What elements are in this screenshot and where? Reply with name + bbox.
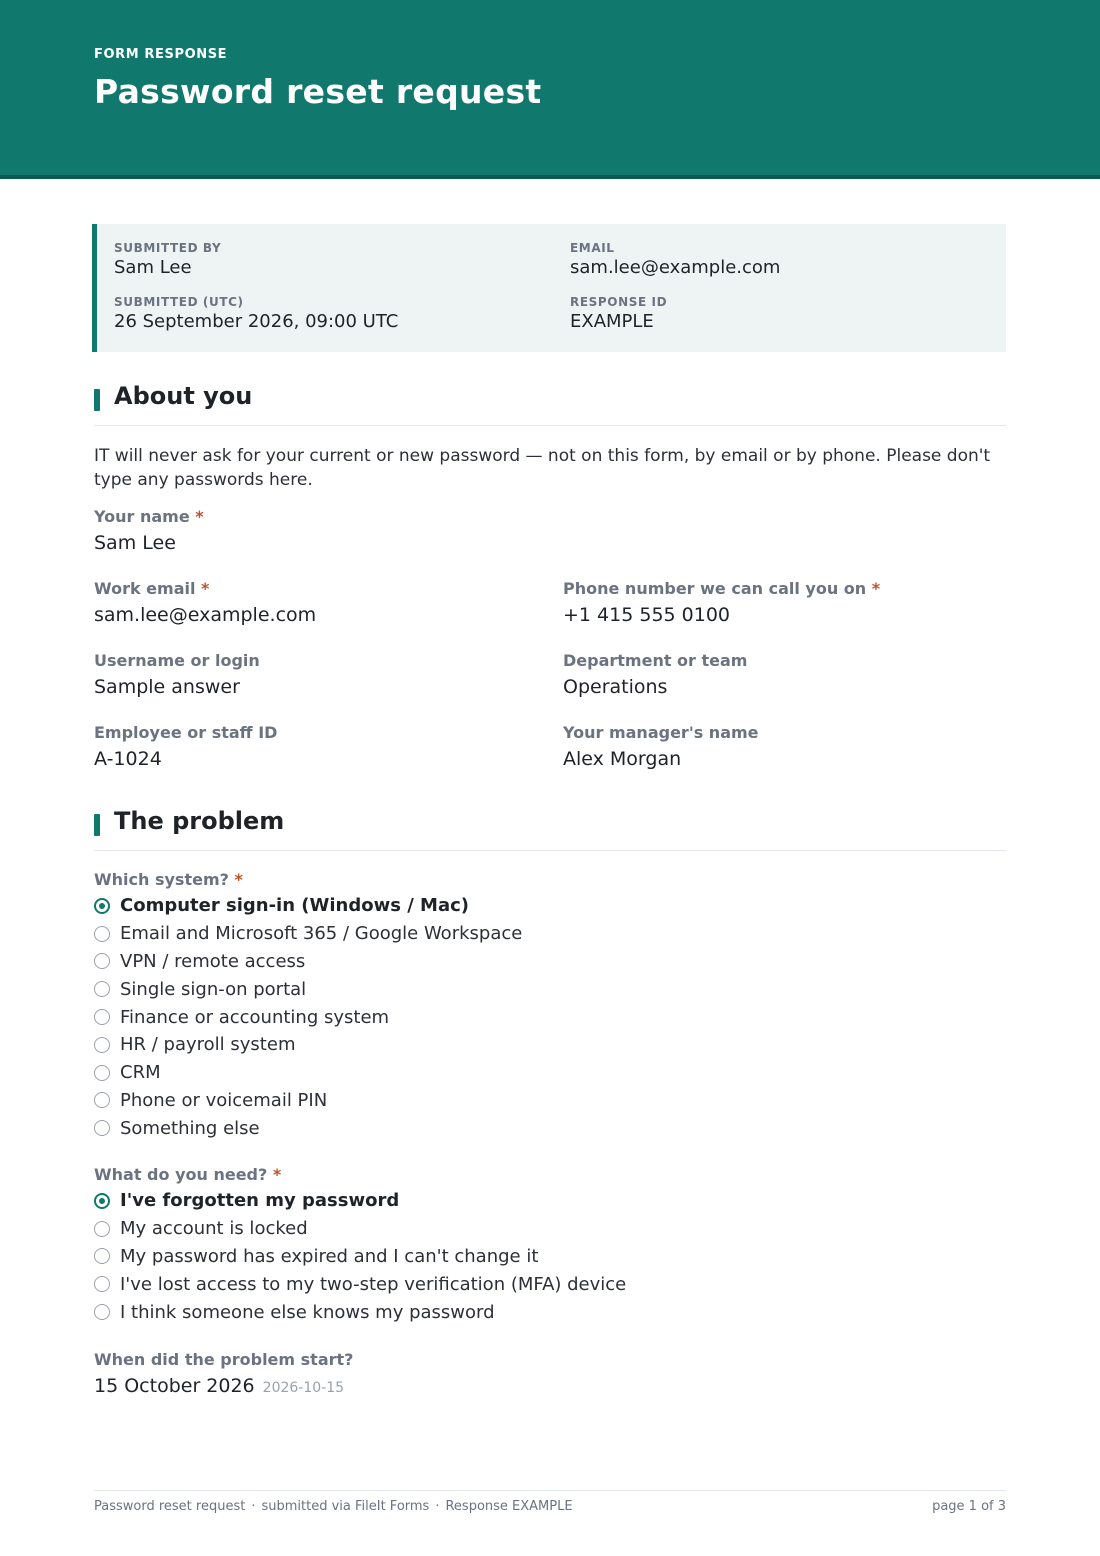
meta-email-value: sam.lee@example.com bbox=[570, 257, 781, 278]
footer-page-number: page 1 of 3 bbox=[932, 1499, 1006, 1514]
field-label bbox=[94, 507, 204, 526]
system-option[interactable] bbox=[94, 1031, 522, 1059]
system-option[interactable] bbox=[94, 1059, 522, 1087]
system-radio-group bbox=[94, 892, 522, 1142]
system-option[interactable] bbox=[94, 1003, 522, 1031]
field-value: sam.lee@example.com bbox=[94, 604, 317, 626]
response-id bbox=[570, 295, 667, 332]
page-title: Password reset request bbox=[94, 72, 542, 111]
field-label: Employee or staff ID bbox=[94, 723, 278, 742]
privacy-notice: IT will never ask for your current or new password — not on this form, by email or by phone. Please don't type any passwords here. bbox=[94, 446, 991, 490]
field-label bbox=[563, 579, 880, 598]
radio-selected-icon[interactable] bbox=[94, 898, 110, 914]
response-id-value: EXAMPLE bbox=[570, 311, 654, 332]
system-option[interactable] bbox=[94, 1114, 522, 1142]
section-accent-bar bbox=[94, 814, 100, 836]
need-option[interactable] bbox=[94, 1215, 626, 1243]
required-marker: * bbox=[234, 870, 243, 889]
footer-separator: · bbox=[435, 1499, 440, 1514]
need-option-label: I think someone else knows my password bbox=[120, 1301, 495, 1323]
section-the-problem bbox=[94, 807, 1006, 851]
field-value: +1 415 555 0100 bbox=[563, 604, 731, 626]
footer-doc-name: Password reset request bbox=[94, 1499, 246, 1514]
radio-empty-icon[interactable] bbox=[94, 1092, 110, 1108]
field-phone bbox=[563, 579, 880, 626]
radio-empty-icon[interactable] bbox=[94, 1037, 110, 1053]
field-label: Username or login bbox=[94, 651, 260, 670]
radio-empty-icon[interactable] bbox=[94, 1221, 110, 1237]
required-marker: * bbox=[195, 507, 204, 526]
field-value: Alex Morgan bbox=[563, 748, 682, 770]
field-which-system bbox=[94, 870, 243, 889]
system-option-label: Email and Microsoft 365 / Google Workspace bbox=[120, 923, 523, 945]
field-department bbox=[563, 651, 747, 698]
system-option-label: VPN / remote access bbox=[120, 950, 306, 972]
field-username bbox=[94, 651, 260, 698]
field-label-text: Which system? bbox=[94, 870, 229, 889]
meta-email bbox=[570, 241, 780, 278]
field-value: Sam Lee bbox=[94, 532, 176, 554]
submitted-utc-value: 26 September 2026, 09:00 UTC bbox=[114, 311, 399, 332]
field-label: When did the problem start? bbox=[94, 1350, 354, 1369]
radio-empty-icon[interactable] bbox=[94, 1304, 110, 1320]
field-your-name bbox=[94, 507, 204, 554]
system-option-label: CRM bbox=[120, 1062, 161, 1084]
submitted-by-value: Sam Lee bbox=[114, 257, 192, 278]
need-option-label: I've lost access to my two-step verification (MFA) device bbox=[120, 1273, 627, 1295]
field-value bbox=[94, 1375, 353, 1397]
radio-empty-icon[interactable] bbox=[94, 926, 110, 942]
field-label: Department or team bbox=[563, 651, 748, 670]
field-label-text: Your name bbox=[94, 507, 190, 526]
system-option-label: HR / payroll system bbox=[120, 1034, 296, 1056]
section-accent-bar bbox=[94, 389, 100, 411]
system-option-label: Single sign-on portal bbox=[120, 978, 307, 1000]
submitted-by bbox=[114, 241, 221, 278]
radio-empty-icon[interactable] bbox=[94, 981, 110, 997]
radio-empty-icon[interactable] bbox=[94, 1120, 110, 1136]
meta-email-label: EMAIL bbox=[570, 241, 615, 255]
field-label: Your manager's name bbox=[563, 723, 759, 742]
field-label-text: What do you need? bbox=[94, 1165, 268, 1184]
system-option[interactable] bbox=[94, 920, 522, 948]
form-kicker: FORM RESPONSE bbox=[94, 47, 228, 62]
need-option[interactable] bbox=[94, 1270, 626, 1298]
submitted-utc-label: SUBMITTED (UTC) bbox=[114, 295, 244, 309]
response-id-label: RESPONSE ID bbox=[570, 295, 668, 309]
system-option[interactable] bbox=[94, 975, 522, 1003]
system-option-label: Computer sign-in (Windows / Mac) bbox=[120, 895, 470, 917]
submitted-by-label: SUBMITTED BY bbox=[114, 241, 222, 255]
radio-empty-icon[interactable] bbox=[94, 1009, 110, 1025]
footer-response: Response EXAMPLE bbox=[445, 1499, 573, 1514]
system-option[interactable] bbox=[94, 1087, 522, 1115]
field-label-text: Work email bbox=[94, 579, 196, 598]
field-label-text: Phone number we can call you on bbox=[563, 579, 867, 598]
required-marker: * bbox=[871, 579, 881, 598]
need-radio-group bbox=[94, 1187, 626, 1326]
system-option-label: Finance or accounting system bbox=[120, 1006, 390, 1028]
radio-selected-icon[interactable] bbox=[94, 1193, 110, 1209]
footer-via: submitted via FileIt Forms bbox=[261, 1499, 430, 1514]
need-option[interactable] bbox=[94, 1298, 626, 1326]
section-heading: About you bbox=[114, 382, 253, 410]
field-value: Operations bbox=[563, 676, 668, 698]
need-option[interactable] bbox=[94, 1243, 626, 1271]
section-about-you bbox=[94, 382, 1006, 426]
field-value: A-1024 bbox=[94, 748, 162, 770]
system-option-label: Something else bbox=[120, 1117, 260, 1139]
field-manager bbox=[563, 723, 759, 770]
page-footer bbox=[94, 1490, 1006, 1520]
need-option-label: I've forgotten my password bbox=[120, 1190, 400, 1212]
field-work-email bbox=[94, 579, 316, 626]
submission-meta bbox=[92, 224, 1006, 352]
form-header bbox=[0, 0, 1100, 179]
field-label bbox=[94, 1165, 281, 1184]
field-label bbox=[94, 870, 243, 889]
required-marker: * bbox=[272, 1165, 282, 1184]
required-marker: * bbox=[201, 579, 210, 598]
field-what-need bbox=[94, 1165, 281, 1184]
start-date-iso: 2026-10-15 bbox=[262, 1380, 345, 1396]
section-heading: The problem bbox=[114, 807, 285, 835]
field-employee-id bbox=[94, 723, 277, 770]
radio-empty-icon[interactable] bbox=[94, 1248, 110, 1264]
field-problem-start bbox=[94, 1350, 353, 1397]
start-date: 15 October 2026 bbox=[94, 1375, 255, 1397]
field-label bbox=[94, 579, 316, 598]
system-option[interactable] bbox=[94, 948, 522, 976]
radio-empty-icon[interactable] bbox=[94, 1276, 110, 1292]
radio-empty-icon[interactable] bbox=[94, 1065, 110, 1081]
field-value: Sample answer bbox=[94, 676, 240, 698]
need-option[interactable] bbox=[94, 1187, 626, 1215]
submitted-utc bbox=[114, 295, 398, 332]
system-option-label: Phone or voicemail PIN bbox=[120, 1089, 328, 1111]
radio-empty-icon[interactable] bbox=[94, 953, 110, 969]
footer-separator: · bbox=[251, 1499, 256, 1514]
footer-left bbox=[94, 1499, 573, 1514]
need-option-label: My account is locked bbox=[120, 1218, 308, 1240]
need-option-label: My password has expired and I can't change it bbox=[120, 1245, 539, 1267]
system-option[interactable] bbox=[94, 892, 522, 920]
